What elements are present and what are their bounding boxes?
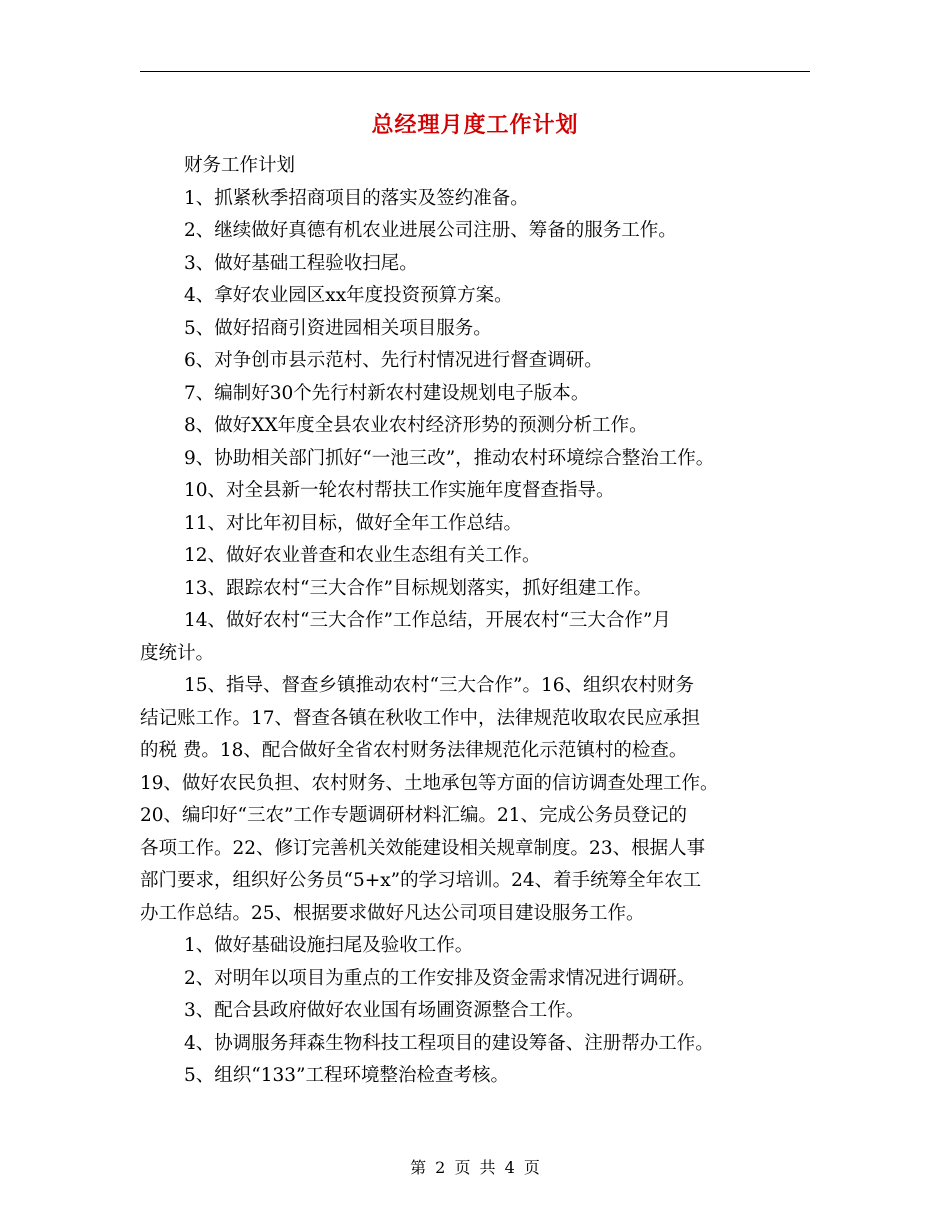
combined-block-line: 19、做好农民负担、农村财务、土地承包等方面的信访调查处理工作。: [140, 772, 719, 794]
list-item: 5、做好招商引资进园相关项目服务。: [184, 317, 492, 339]
list-item: 13、跟踪农村“三大合作”目标规划落实，抓好组建工作。: [184, 577, 652, 599]
combined-block-line: 15、指导、督查乡镇推动农村“三大合作”。16、组织农村财务: [184, 675, 694, 696]
section-heading: 财务工作计划: [184, 155, 296, 176]
list-item: 4、拿好农业园区xx年度投资预算方案。: [184, 285, 513, 306]
document-title: 总经理月度工作计划: [371, 112, 579, 138]
list-item: 7、编制好30个先行村新农村建设规划电子版本。: [184, 382, 590, 404]
list-item: 12、做好农业普查和农业生态组有关工作。: [184, 545, 541, 566]
header-rule: [140, 71, 810, 72]
list-item: 3、做好基础工程验收扫尾。: [184, 252, 418, 274]
combined-block-line: 办工作总结。25、根据要求做好凡达公司项目建设服务工作。: [140, 902, 645, 924]
combined-block-line: 部门要求，组织好公务员“5+x”的学习培训。24、着手统筹全年农工: [140, 870, 702, 891]
list-item: 2、对明年以项目为重点的工作安排及资金需求情况进行调研。: [184, 967, 696, 989]
list-item: 9、协助相关部门抓好“一池三改”，推动农村环境综合整治工作。: [184, 447, 715, 469]
list-item: 1、做好基础设施扫尾及验收工作。: [184, 935, 474, 956]
list-item: 4、协调服务拜森生物科技工程项目的建设筹备、注册帮办工作。: [184, 1032, 714, 1054]
combined-block-line: 各项工作。22、修订完善机关效能建设相关规章制度。23、根据人事: [140, 837, 706, 859]
page-footer: 第 2 页 共 4 页: [410, 1158, 540, 1177]
list-item: 8、做好XX年度全县农业农村经济形势的预测分析工作。: [184, 415, 648, 436]
document-body: [140, 150, 820, 1093]
combined-block-line: 的税 费。18、配合做好全省农村财务法律规范化示范镇村的检查。: [140, 740, 688, 761]
list-item: 1、抓紧秋季招商项目的落实及签约准备。: [184, 187, 529, 209]
list-item: 11、对比年初目标，做好全年工作总结。: [184, 512, 523, 534]
list-item: 3、配合县政府做好农业国有场圃资源整合工作。: [184, 1000, 585, 1021]
list-item: 10、对全县新一轮农村帮扶工作实施年度督查指导。: [184, 480, 615, 501]
list-item-14-line-1: 14、做好农村“三大合作”工作总结，开展农村“三大合作”月: [184, 610, 671, 631]
list-item-14-line-2: 度统计。: [140, 642, 215, 664]
combined-block-line: 20、编印好“三农”工作专题调研材料汇编。21、完成公务员登记的: [140, 805, 687, 826]
combined-block-line: 结记账工作。17、督查各镇在秋收工作中，法律规范收取农民应承担: [140, 707, 701, 729]
list-item: 5、组织“133”工程环境整治检查考核。: [184, 1065, 509, 1086]
list-item: 6、对争创市县示范村、先行村情况进行督查调研。: [184, 350, 603, 371]
list-item: 2、继续做好真德有机农业进展公司注册、筹备的服务工作。: [184, 220, 677, 241]
